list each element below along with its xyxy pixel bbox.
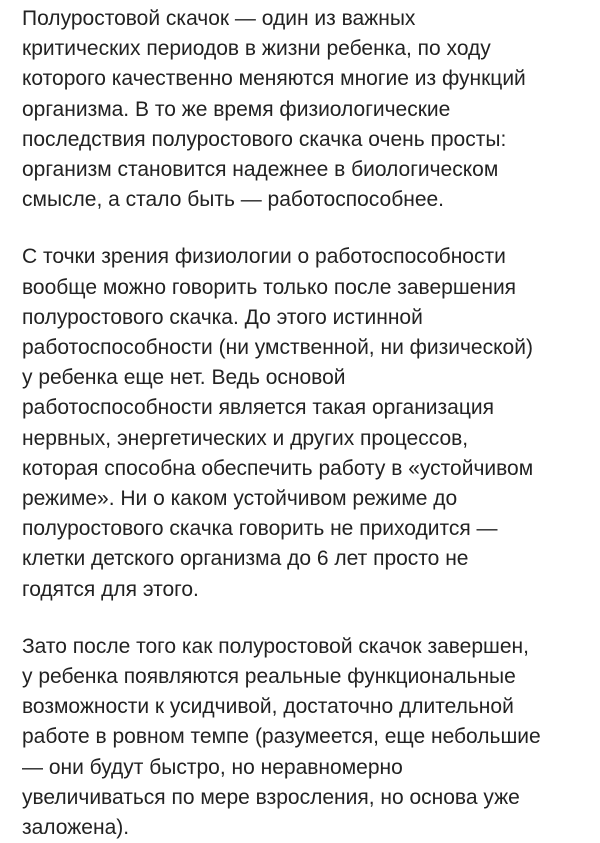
text-line: последствия полуростового скачка очень просты:	[22, 127, 507, 151]
text-line: работоспособности (ни умственной, ни физической)	[22, 336, 533, 360]
text-line: С точки зрения физиологии о работоспособности	[22, 245, 506, 269]
text-line: клетки детского организма до 6 лет просто не	[22, 547, 469, 571]
text-line: Зато после того как полуростовой скачок завершен,	[22, 634, 529, 658]
text-line: критических периодов в жизни ребенка, по ходу	[22, 37, 491, 61]
text-line: организм становится надежнее в биологическом	[22, 158, 499, 182]
text-line: нервных, энергетических и других процессов,	[22, 426, 469, 450]
text-line: заложена).	[22, 816, 130, 840]
text-line: у ребенка еще нет. Ведь основой	[22, 366, 346, 390]
text-line: полуростового скачка говорить не приходится —	[22, 517, 498, 541]
text-line: — они будут быстро, но неравномерно	[22, 755, 403, 779]
text-line: смысле, а стало быть — работоспособнее.	[22, 188, 445, 212]
text-line: увеличиваться по мере взросления, но основа уже	[22, 785, 520, 809]
paragraph-1	[22, 4, 582, 215]
paragraph-2	[22, 242, 582, 604]
paragraph-3	[22, 632, 582, 843]
text-line: вообще можно говорить только после завершения	[22, 275, 517, 299]
text-line: Полуростовой скачок — один из важных	[22, 7, 416, 30]
text-line: которая способна обеспечить работу в «устойчивом	[22, 456, 534, 480]
article-body	[22, 4, 582, 843]
text-line: годятся для этого.	[22, 577, 199, 601]
text-line: работе в ровном темпе (разумеется, еще небольшие	[22, 725, 541, 749]
text-line: организма. В то же время физиологические	[22, 97, 451, 121]
text-line: у ребенка появляются реальные функциональные	[22, 665, 516, 689]
text-line: возможности к усидчивой, достаточно длительной	[22, 695, 514, 719]
text-line: полуростового скачка. До этого истинной	[22, 305, 423, 329]
text-line: работоспособности является такая организация	[22, 396, 494, 420]
text-line: режиме». Ни о каком устойчивом режиме до	[22, 487, 458, 511]
text-line: которого качественно меняются многие из функций	[22, 67, 526, 91]
